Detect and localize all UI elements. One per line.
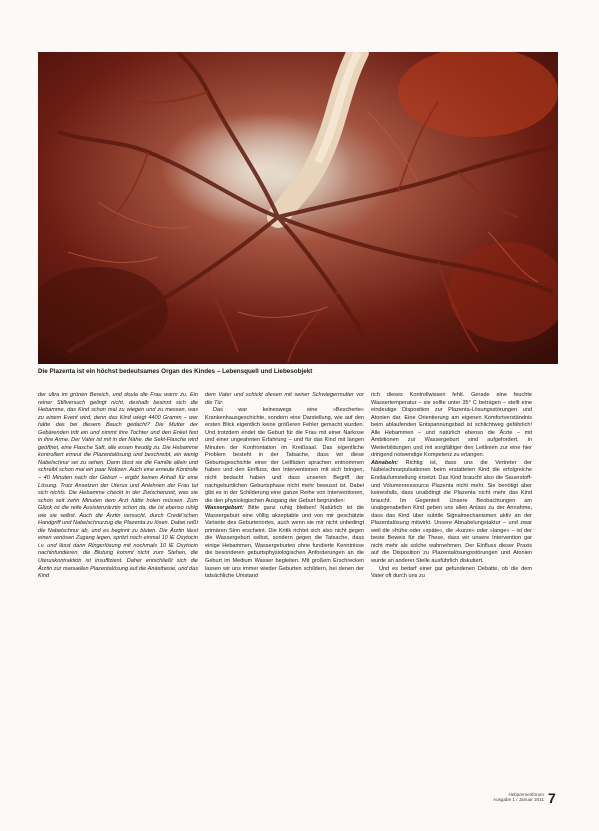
col3-paragraph-3: Und es bedarf einer gar gefundenen Debatte, ob die dem Vater oft durch uns zu <box>371 565 532 580</box>
folio-magazine: Hebammenforum <box>508 792 544 797</box>
subheading-abnabeln: Abnabeln: <box>371 459 399 466</box>
col1-paragraph: der ultra im grünen Bereich, und doula die Frau warm zu. Ein reiner Stillversuch gelingt nicht, deshalb besinnt sich die Hebamme, das Kind schon mal zu wiegen und zu messen, was zu einem Event wird, denn das Kind wiegt 4400 Gramm – wer hätte das bei diesem Bauch gedacht? Die Mutter der Gebärenden tritt ein und nimmt ihre Tochter und den Enkel fest in ihre Arme. Der Vater ist mit in der Nähe, die Sekt-Flasche wird geöffnet, eine Flasche Saft, alle essen freudig zu. Die Hebamme kontrolliert erneut die Plazentalösung und beschreibt, ein wenig Nabelschnur sei zu sehen. Dann lässt sie die Familie allein und schreibt schon mal ein paar Notizen. Auch eine erneute Kontrolle – 40 Minuten nach der Geburt – ergibt keinen Anhalt für eine Lösung. Trotz Ansetzen der Uterus und Anlehnen der Frau tut sich nichts. Die Hebamme checkt in der Zwischenzeit, was sie schon seit zehn Minuten dem Arzt hätte holen müssen. Zum Glück ist die reife Assistenzärztin schon da, die ist ebenso ruhig wie sie selbst. Auch die Ärztin versucht, durch Credé'schen Handgriff und Nabelschnurzug die Plazenta zu lösen. Dabei reißt die Nabelschnur ab, und es beginnt zu bluten. Die Ärztin lässt einen venösen Zugang legen, spritzt noch einmal 10 IE Oxytocin i.v. und lässt dann Ringerlösung mit nochmals 10 IE Oxytocin nachinfundieren, die Blutung kommt nicht zum Stehen, die Uteruskontraktion ist insuffizient. Daher entschließt sich die Ärztin zur manuellen Plazentalösung auf die Anästhesie, und das Kind <box>38 392 198 580</box>
text-column-2 <box>205 392 364 581</box>
folio-issue: Ausgabe 1 / Januar 2011 <box>493 797 544 803</box>
col3-paragraph-2-text: Richtig ist, dass uns die Vertreter der Nabelschnurpulsationen beim erstatteten Kind die erfolgreiche Erstlaufumstellung ersetzt. Das Kind braucht also die Sauerstoff- und Volumenressource Plazenta nicht mehr. Sie benötigt aber keinesfalls, dass unabdingt die Plazenta nicht mehr das Kind braucht. Im Gegenteil: Unsere Beobachtungen am unabgenabelten Kind geben uns allen Anlass zu der Annahme, dass das Kind über subtile Signalmechanismen aktiv an der Plazentalösung mitwirkt. Unsere Abnabelungstaktur – und zwar weil die »frühe oder »späte«, die »kurze« oder »lange« – ist der beste Beweis für die These, dass wir unsere Intervention gar nicht mehr als solche wahrnehmen. Der Einfluss dieser Praxis auf die Disposition zu Plazentalösungsstörungen und Atonien wurde an anderer Stelle ausführlich diskutiert. <box>371 459 532 565</box>
subheading-wassergeburt: Wassergeburt: <box>205 505 244 512</box>
col2-paragraph-2 <box>205 505 364 580</box>
col2-intro: dem Vater und schickt diesen mit seiner Schwiegermutter vor die Tür. <box>205 392 364 406</box>
col2-paragraph-1: Das war keineswegs eine »Bescherte« Krankenhausgeschichte, sondern eine Darstellung, wie auf den ersten Blick eigentlich keine größeren Fehler gemacht wurden. Und trotzdem endet die Geburt für die Frau mit einer Narkose und einer ungeahnten Erfahrung – und für das Kind mit langen Minuten der Konfrontation im Kreißsaal. Das eigentliche Problem besteht in der Tatsache, dass wir diese Geburtsgeschichte einer der Leitfäden sprachen entnommen haben und den Einfluss, den Interventionen mit sich bringen, nicht bedacht haben und dass unseren Begriff der nachgeburtlichen Geburtsphase nicht mehr bewusst ist. Dabei gibt es in der Schilderung eine ganze Reihe von Interventionen, die den physiologischen Ausgang der Geburt begründen: <box>205 407 364 504</box>
page-number: 7 <box>548 790 556 806</box>
folio <box>486 792 544 803</box>
col3-paragraph-1: rich dieses Kontrollwissen fehlt. Gerade eine feuchte Wassertemperatur – sie sollte unter 35° C betragen – stellt eine eindeutige Disposition zur Plazenta-Lösungsstörungen und Atonien dar. Eine Orientierung am eigenen Komfortverständnis beim ablaufenden Entspannungsbad ist schlichtweg gefährlich! Alle Hebammen – und natürlich ebenso die Ärzte – mit Ambitionen zur Wassergeburt sind aufgefordert, in Weiterbildungen und mit sorgfältiger den Leitlinien zur eine hier dringend notwendige Kompetenz zu erlangen. <box>371 392 532 459</box>
text-column-1 <box>38 392 198 581</box>
photo-caption: Die Plazenta ist ein höchst bedeutsames Organ des Kindes – Lebensquell und Liebesobjekt <box>38 368 313 375</box>
placenta-photo <box>38 52 558 364</box>
col2-paragraph-2-text: Bitte ganz ruhig bleiben! Natürlich ist die Wassergeburt eine völlig akzeptable und von mir geschätzte Variante des Geburtenortes, auch wenn sie mir nicht unbedingt primären Sinn erscheint. Die Kritik richtet sich also nicht gegen die Wassergeburt selbst, sondern gegen die Tatsache, dass einige Hebammen, Wassergeburten ohne fundierte Kenntnisse die besonderen geburtsphysiologischen Anforderungen an die Geburt im Medium Wasser begleiten. Mit großem Erschrecken lassen wir uns immer wieder Geburten schildern, bei denen der tatsächliche Umstand <box>205 505 364 580</box>
text-column-3 <box>371 392 532 581</box>
col3-paragraph-2 <box>371 460 532 566</box>
